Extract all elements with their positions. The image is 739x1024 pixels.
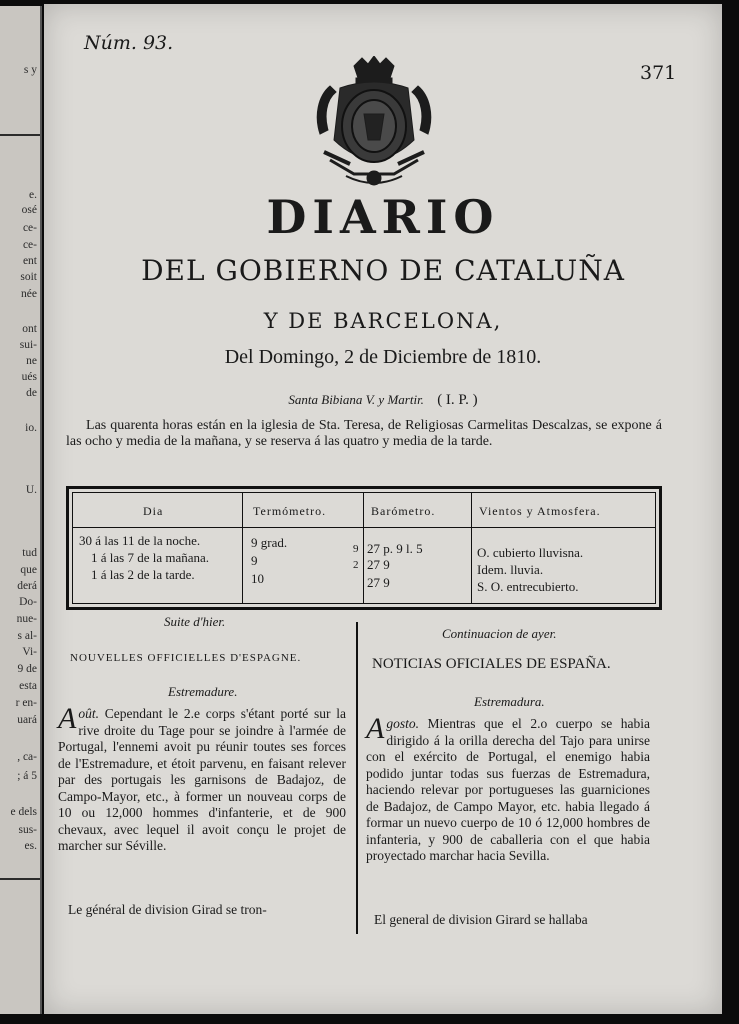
header-termometro: Termómetro. (253, 504, 327, 518)
page-number: 371 (640, 62, 677, 84)
header-dia: Dia (143, 504, 164, 518)
left-fragment: ont (22, 323, 37, 335)
left-rule (0, 878, 40, 880)
left-fragment: Do- (19, 596, 37, 608)
left-fragment: ; á 5 (17, 770, 37, 782)
left-fragment: ent (22, 255, 37, 267)
header-vientos: Vientos y Atmosfera. (479, 504, 601, 518)
paragraph-text: Cependant le 2.e corps s'étant porté sur la rive droite du Tage pour se joindre à l'armée de Portugal, l'ennemi avoit pu réunir toutes ses forces de l'Estremadure, et étoit parvenu, en faisant relever par des portugais les garnisons de Badajoz, de Campo-Mayor, etc., à former un nouveau corps de 10 ou 12,000 hommes d'infanterie, et de 900 chevaux, avec lequel il avoit conçu le projet de marcher sur Séville. (58, 706, 347, 853)
right-column-catch: El general de division Girard se hallaba (374, 912, 588, 927)
indulgence-mark: ( I. P. ) (437, 392, 478, 408)
left-fragment: soit (20, 271, 37, 283)
left-fragment: ne (26, 355, 37, 367)
masthead-subtitle: DEL GOBIERNO DE CATALUÑA (141, 254, 625, 287)
row-termometro: 9 grad. (251, 535, 288, 550)
left-fragment: Vi- (22, 646, 37, 658)
left-fragment: esta (19, 680, 37, 692)
right-column-body (366, 712, 650, 865)
left-fragment: io. (25, 422, 37, 434)
left-fragment: , ca- (17, 751, 37, 763)
left-fragment: e dels (10, 806, 37, 818)
lead-word: gosto. (386, 716, 419, 731)
saint-line (44, 392, 722, 409)
left-fragment: derá (17, 580, 37, 592)
issue-number: Núm. 93. (84, 32, 174, 54)
row-dia: 1 á las 2 de la tarde. (91, 567, 195, 582)
header-barometro: Barómetro. (371, 504, 436, 518)
left-fragment: 9 de (17, 663, 37, 675)
paragraph-text: Mientras que el 2.o cuerpo se habia dirigido á la orilla derecha del Tajo para unirse con el exército de Portugal, el enemigo habia podido juntar todas sus fuerzas de Estremadura, haciendo relevar por portugueses las guarniciones de Badajoz, de Campo Mayor, etc. habia llegado á formar un nuevo cuerpo de 10 ó 12,000 hombres de infanteria, y 900 de caballeria con el que habia proyectado marchar hacia Sevilla. (366, 716, 650, 863)
row-termometro-frac: 9 (353, 543, 359, 555)
row-barometro: 27 9 (367, 557, 390, 572)
left-fragment: sus- (18, 824, 37, 836)
row-vientos: S. O. entrecubierto. (477, 579, 579, 594)
row-termometro: 9 (251, 553, 258, 568)
row-barometro: 27 9 (367, 575, 390, 590)
row-termometro: 10 (251, 571, 264, 586)
left-fragment: ce- (22, 239, 37, 251)
column-divider (356, 622, 358, 934)
right-column-heading: Continuacion de ayer. (442, 626, 557, 641)
left-rule (0, 134, 40, 136)
row-vientos: Idem. lluvia. (477, 562, 544, 577)
left-fragment: s al- (17, 630, 37, 642)
saint-name: Santa Bibiana V. y Martir. (288, 392, 424, 407)
left-fragment: uará (17, 714, 37, 726)
left-fragment: r en- (15, 697, 37, 709)
row-vientos: O. cubierto lluvisna. (477, 545, 584, 560)
row-dia: 1 á las 7 de la mañana. (91, 550, 210, 565)
left-fragment: osé (21, 204, 37, 216)
left-fragment: es. (24, 840, 37, 852)
weather-table (66, 486, 662, 610)
left-page-edge (0, 6, 42, 1014)
left-fragment: ués (21, 371, 37, 383)
left-fragment: née (21, 288, 37, 300)
newspaper-page (44, 4, 722, 1014)
left-column-body (58, 702, 347, 855)
left-column-region: Estremadure. (168, 684, 238, 699)
left-fragment: sui- (19, 339, 37, 351)
lead-word: oût. (78, 706, 99, 721)
right-column-section: NOTICIAS OFICIALES DE ESPAÑA. (372, 656, 611, 672)
drop-cap: A (366, 712, 385, 745)
left-column-section: NOUVELLES OFFICIELLES D'ESPAGNE. (70, 652, 302, 664)
left-fragment: de (26, 387, 37, 399)
left-column-catch: Le général de division Girad se tron- (68, 902, 267, 917)
row-termometro-frac: 2 (353, 559, 359, 571)
left-fragment: que (20, 564, 37, 576)
masthead-subtitle-2: Y DE BARCELONA, (263, 309, 503, 333)
date-line: Del Domingo, 2 de Diciembre de 1810. (224, 346, 542, 368)
left-fragment: ce- (22, 222, 37, 234)
masthead-title: DIARIO (266, 190, 500, 244)
left-column-heading: Suite d'hier. (164, 614, 226, 629)
left-fragment: U. (25, 484, 37, 496)
row-barometro: 27 p. 9 l. 5 (367, 541, 423, 556)
left-fragment: e. (29, 189, 37, 201)
church-notice: Las quarenta horas están en la iglesia de Sta. Teresa, de Religiosas Carmelitas Descalzas, se expone á las ocho y media de la mañana, y se reserva á las quatro y media de la tarde. (66, 418, 662, 449)
row-dia: 30 á las 11 de la noche. (79, 533, 201, 548)
left-fragment: s y (23, 64, 37, 76)
left-fragment: nue- (16, 613, 37, 625)
coat-of-arms-icon (310, 56, 438, 190)
drop-cap: A (58, 702, 77, 735)
left-fragment: tud (22, 547, 37, 559)
right-column-region: Estremadura. (474, 694, 545, 709)
